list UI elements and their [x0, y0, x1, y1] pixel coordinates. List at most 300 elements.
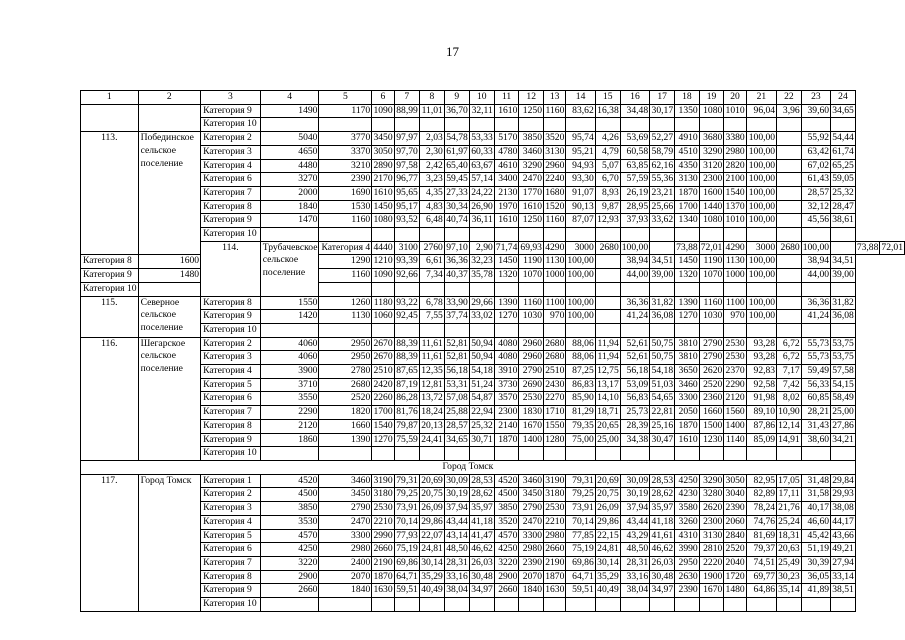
- value-cell: [801, 447, 830, 461]
- category-cell: Категория 7: [201, 556, 261, 570]
- table-row: [81, 310, 905, 324]
- value-cell: 4500: [260, 488, 319, 502]
- value-cell: 30,39: [801, 556, 830, 570]
- value-cell: 48,50: [620, 543, 649, 557]
- value-cell: [566, 282, 595, 296]
- value-cell: 6,70: [595, 173, 620, 187]
- value-cell: 14,91: [777, 433, 802, 447]
- value-cell: 11,94: [595, 351, 620, 365]
- value-cell: 2630: [675, 570, 700, 584]
- value-cell: 28,62: [469, 488, 494, 502]
- value-cell: 97,10: [444, 241, 469, 255]
- value-cell: 62,16: [650, 159, 675, 173]
- column-header: 18: [675, 91, 700, 105]
- value-cell: 2780: [319, 365, 372, 379]
- column-header: 2: [138, 91, 201, 105]
- value-cell: 1490: [260, 104, 319, 118]
- value-cell: [595, 296, 620, 310]
- value-cell: 36,05: [801, 570, 830, 584]
- value-cell: 2,90: [469, 241, 494, 255]
- value-cell: 45,56: [801, 214, 830, 228]
- value-cell: 36,70: [444, 104, 469, 118]
- value-cell: 79,31: [394, 474, 419, 488]
- value-cell: 3680: [699, 132, 724, 146]
- value-cell: 1030: [519, 310, 544, 324]
- value-cell: 4060: [260, 351, 319, 365]
- value-cell: 1080: [372, 214, 394, 228]
- value-cell: 3370: [319, 145, 372, 159]
- table-row: [81, 351, 905, 365]
- value-cell: 88,39: [394, 337, 419, 351]
- value-cell: 65,25: [831, 159, 856, 173]
- value-cell: 90,13: [566, 200, 595, 214]
- value-cell: 8,93: [595, 186, 620, 200]
- value-cell: 36,08: [650, 310, 675, 324]
- value-cell: 4570: [494, 529, 519, 543]
- value-cell: 35,14: [777, 584, 802, 598]
- value-cell: 44,00: [620, 269, 649, 283]
- value-cell: 31,82: [831, 296, 856, 310]
- category-cell: Категория 9: [201, 584, 261, 598]
- value-cell: 50,75: [650, 351, 675, 365]
- value-cell: 3400: [494, 173, 519, 187]
- value-cell: 30,09: [620, 474, 649, 488]
- value-cell: 79,35: [566, 419, 595, 433]
- value-cell: 4610: [494, 159, 519, 173]
- value-cell: 88,06: [566, 337, 595, 351]
- value-cell: 79,37: [746, 543, 776, 557]
- value-cell: 70,14: [566, 515, 595, 529]
- value-cell: 79,31: [566, 474, 595, 488]
- value-cell: [620, 228, 649, 242]
- value-cell: [543, 323, 565, 337]
- value-cell: 25,00: [831, 406, 856, 420]
- value-cell: 1010: [724, 104, 746, 118]
- value-cell: 1970: [494, 200, 519, 214]
- column-header: 8: [419, 91, 444, 105]
- value-cell: 93,39: [394, 255, 419, 269]
- value-cell: 1610: [494, 214, 519, 228]
- value-cell: 2790: [699, 351, 724, 365]
- value-cell: [595, 447, 620, 461]
- value-cell: [675, 598, 700, 612]
- value-cell: 28,47: [831, 200, 856, 214]
- value-cell: 12,14: [777, 419, 802, 433]
- value-cell: 1840: [319, 584, 372, 598]
- value-cell: 2690: [519, 378, 544, 392]
- value-cell: [543, 282, 565, 296]
- table-row: [81, 447, 905, 461]
- value-cell: [519, 228, 544, 242]
- table-row: [81, 186, 905, 200]
- value-cell: [419, 447, 444, 461]
- value-cell: 6,48: [419, 214, 444, 228]
- value-cell: 2980: [543, 529, 565, 543]
- value-cell: 100,00: [746, 200, 776, 214]
- table-row: [81, 337, 905, 351]
- value-cell: 31,82: [650, 296, 675, 310]
- value-cell: [595, 310, 620, 324]
- value-cell: 2960: [519, 337, 544, 351]
- category-cell: Категория 3: [201, 145, 261, 159]
- value-cell: [650, 241, 675, 255]
- value-cell: 4060: [260, 337, 319, 351]
- value-cell: 1070: [699, 269, 724, 283]
- value-cell: 7,34: [419, 269, 444, 283]
- column-header: 15: [595, 91, 620, 105]
- value-cell: [777, 269, 802, 283]
- column-header: 11: [494, 91, 519, 105]
- value-cell: 1820: [319, 406, 372, 420]
- value-cell: 100,00: [620, 241, 649, 255]
- value-cell: 3040: [724, 488, 746, 502]
- value-cell: 1770: [519, 186, 544, 200]
- value-cell: 36,36: [444, 255, 469, 269]
- table-row: [81, 598, 905, 612]
- value-cell: [675, 118, 700, 132]
- value-cell: 37,94: [620, 502, 649, 516]
- value-cell: [620, 323, 649, 337]
- category-cell: Категория 4: [201, 515, 261, 529]
- value-cell: [543, 598, 565, 612]
- value-cell: 24,81: [595, 543, 620, 557]
- value-cell: [469, 228, 494, 242]
- value-cell: 33,90: [444, 296, 469, 310]
- value-cell: 25,73: [620, 406, 649, 420]
- value-cell: 55,73: [801, 351, 830, 365]
- value-cell: 4,79: [595, 145, 620, 159]
- value-cell: 100,00: [746, 132, 776, 146]
- value-cell: 34,65: [831, 104, 856, 118]
- value-cell: 2960: [519, 351, 544, 365]
- category-cell: Категория 6: [201, 173, 261, 187]
- value-cell: 1560: [724, 406, 746, 420]
- value-cell: 2120: [724, 392, 746, 406]
- value-cell: 4310: [675, 529, 700, 543]
- value-cell: [746, 228, 776, 242]
- value-cell: [699, 282, 724, 296]
- value-cell: 39,00: [650, 269, 675, 283]
- value-cell: 56,18: [444, 365, 469, 379]
- value-cell: 92,58: [746, 378, 776, 392]
- value-cell: 2530: [724, 337, 746, 351]
- value-cell: 1840: [519, 584, 544, 598]
- table-row: [81, 200, 905, 214]
- value-cell: 46,62: [650, 543, 675, 557]
- table-row: [81, 433, 905, 447]
- table-row: [81, 228, 905, 242]
- table-row: [81, 502, 905, 516]
- value-cell: [595, 228, 620, 242]
- value-cell: 1710: [543, 406, 565, 420]
- value-cell: 30,34: [444, 200, 469, 214]
- settlement-name: Шегарское сельское поселение: [138, 337, 201, 460]
- value-cell: 93,52: [394, 214, 419, 228]
- value-cell: 49,21: [831, 543, 856, 557]
- value-cell: 4250: [494, 543, 519, 557]
- value-cell: 25,24: [777, 515, 802, 529]
- value-cell: 2790: [519, 502, 544, 516]
- value-cell: 34,38: [620, 433, 649, 447]
- value-cell: 28,57: [801, 186, 830, 200]
- value-cell: 26,19: [620, 186, 649, 200]
- value-cell: 1540: [724, 186, 746, 200]
- value-cell: 53,69: [620, 132, 649, 146]
- category-cell: Категория 7: [201, 406, 261, 420]
- value-cell: 34,51: [831, 255, 856, 269]
- value-cell: 4250: [675, 474, 700, 488]
- value-cell: 2680: [543, 351, 565, 365]
- value-cell: 2,42: [419, 159, 444, 173]
- value-cell: 28,31: [444, 556, 469, 570]
- category-cell: Категория 10: [201, 323, 261, 337]
- value-cell: 73,91: [566, 502, 595, 516]
- value-cell: 2660: [494, 584, 519, 598]
- value-cell: 3850: [519, 132, 544, 146]
- value-cell: 77,93: [394, 529, 419, 543]
- value-cell: 4510: [675, 145, 700, 159]
- value-cell: [831, 447, 856, 461]
- value-cell: 1160: [543, 214, 565, 228]
- value-cell: 1210: [372, 255, 394, 269]
- value-cell: [319, 447, 372, 461]
- value-cell: 34,97: [650, 584, 675, 598]
- value-cell: 20,65: [595, 419, 620, 433]
- value-cell: 25,16: [650, 419, 675, 433]
- value-cell: 2240: [543, 173, 565, 187]
- value-cell: 95,17: [394, 200, 419, 214]
- value-cell: [699, 323, 724, 337]
- value-cell: 2890: [372, 159, 394, 173]
- value-cell: 57,58: [831, 365, 856, 379]
- value-cell: 88,99: [394, 104, 419, 118]
- value-cell: 3270: [260, 173, 319, 187]
- value-cell: 2070: [319, 570, 372, 584]
- value-cell: 2360: [699, 392, 724, 406]
- column-header: 22: [777, 91, 802, 105]
- value-cell: [494, 323, 519, 337]
- value-cell: 2950: [675, 556, 700, 570]
- value-cell: 97,70: [394, 145, 419, 159]
- value-cell: 3530: [260, 515, 319, 529]
- value-cell: 2980: [319, 543, 372, 557]
- value-cell: 1480: [138, 269, 201, 283]
- value-cell: 25,32: [469, 419, 494, 433]
- value-cell: 1700: [675, 200, 700, 214]
- value-cell: [777, 200, 802, 214]
- settlement-number: 116.: [81, 337, 139, 460]
- value-cell: 11,61: [419, 351, 444, 365]
- value-cell: 2070: [519, 570, 544, 584]
- page-number: 17: [446, 44, 459, 59]
- value-cell: [831, 282, 856, 296]
- category-cell: Категория 5: [201, 378, 261, 392]
- value-cell: [444, 447, 469, 461]
- value-cell: 1670: [699, 584, 724, 598]
- value-cell: 18,31: [777, 529, 802, 543]
- value-cell: 87,86: [746, 419, 776, 433]
- value-cell: [724, 282, 746, 296]
- value-cell: 2530: [372, 502, 394, 516]
- value-cell: 1660: [319, 419, 372, 433]
- value-cell: 41,18: [650, 515, 675, 529]
- value-cell: 2470: [319, 515, 372, 529]
- value-cell: 2000: [260, 186, 319, 200]
- value-cell: [595, 323, 620, 337]
- value-cell: 3910: [494, 365, 519, 379]
- value-cell: 95,74: [566, 132, 595, 146]
- value-cell: 2990: [372, 529, 394, 543]
- value-cell: 63,42: [801, 145, 830, 159]
- value-cell: [620, 118, 649, 132]
- value-cell: [138, 282, 201, 296]
- value-cell: 1060: [372, 310, 394, 324]
- value-cell: 2950: [319, 351, 372, 365]
- value-cell: [777, 282, 802, 296]
- value-cell: 1600: [699, 186, 724, 200]
- value-cell: 34,51: [650, 255, 675, 269]
- value-cell: 36,08: [831, 310, 856, 324]
- value-cell: 38,08: [831, 502, 856, 516]
- value-cell: 52,27: [650, 132, 675, 146]
- value-cell: [777, 173, 802, 187]
- value-cell: 5170: [494, 132, 519, 146]
- value-cell: 100,00: [746, 255, 776, 269]
- value-cell: 33,02: [469, 310, 494, 324]
- column-header: 7: [394, 91, 419, 105]
- value-cell: 1260: [319, 296, 372, 310]
- table-row: [81, 365, 905, 379]
- value-cell: [746, 282, 776, 296]
- value-cell: 32,11: [469, 104, 494, 118]
- value-cell: 1670: [519, 419, 544, 433]
- value-cell: 33,62: [650, 214, 675, 228]
- value-cell: 3130: [699, 529, 724, 543]
- value-cell: 3300: [519, 529, 544, 543]
- category-cell: Категория 8: [81, 255, 139, 269]
- value-cell: 2950: [319, 337, 372, 351]
- column-header: 5: [319, 91, 372, 105]
- column-header: 9: [444, 91, 469, 105]
- value-cell: 2790: [319, 502, 372, 516]
- value-cell: 7,55: [419, 310, 444, 324]
- value-cell: 1160: [319, 269, 372, 283]
- value-cell: [699, 228, 724, 242]
- value-cell: 95,21: [566, 145, 595, 159]
- value-cell: 18,71: [595, 406, 620, 420]
- value-cell: 100,00: [746, 173, 776, 187]
- value-cell: [724, 323, 746, 337]
- value-cell: 26,03: [650, 556, 675, 570]
- category-cell: Категория 6: [201, 392, 261, 406]
- value-cell: 2680: [595, 241, 620, 255]
- value-cell: 30,17: [650, 104, 675, 118]
- value-cell: 2130: [494, 186, 519, 200]
- value-cell: 2170: [372, 173, 394, 187]
- value-cell: 1680: [543, 186, 565, 200]
- value-cell: 28,31: [620, 556, 649, 570]
- value-cell: 2760: [419, 241, 444, 255]
- value-cell: [494, 598, 519, 612]
- value-cell: 11,01: [419, 104, 444, 118]
- category-cell: Категория 10: [201, 118, 261, 132]
- value-cell: 1340: [675, 214, 700, 228]
- value-cell: [372, 598, 394, 612]
- value-cell: 59,05: [831, 173, 856, 187]
- value-cell: 1870: [675, 419, 700, 433]
- table-row: [81, 118, 905, 132]
- value-cell: 2210: [372, 515, 394, 529]
- value-cell: 38,04: [444, 584, 469, 598]
- value-cell: [260, 447, 319, 461]
- table-row: [81, 241, 905, 255]
- value-cell: 17,05: [777, 474, 802, 488]
- value-cell: 4440: [372, 241, 394, 255]
- value-cell: 25,49: [777, 556, 802, 570]
- value-cell: 43,44: [444, 515, 469, 529]
- value-cell: 1720: [724, 570, 746, 584]
- value-cell: [675, 323, 700, 337]
- value-cell: 9,87: [595, 200, 620, 214]
- value-cell: 38,61: [831, 214, 856, 228]
- value-cell: [699, 118, 724, 132]
- value-cell: 1100: [543, 296, 565, 310]
- value-cell: 1860: [260, 433, 319, 447]
- table-row: [81, 419, 905, 433]
- value-cell: 43,29: [620, 529, 649, 543]
- value-cell: [494, 447, 519, 461]
- value-cell: [831, 228, 856, 242]
- value-cell: 88,39: [394, 351, 419, 365]
- value-cell: 2470: [519, 173, 544, 187]
- value-cell: 4650: [260, 145, 319, 159]
- value-cell: 1270: [675, 310, 700, 324]
- value-cell: 4480: [260, 159, 319, 173]
- category-cell: Категория 10: [81, 282, 139, 296]
- value-cell: 4520: [260, 474, 319, 488]
- value-cell: 1870: [494, 433, 519, 447]
- value-cell: 79,25: [394, 488, 419, 502]
- value-cell: 38,94: [620, 255, 649, 269]
- value-cell: 53,75: [831, 351, 856, 365]
- value-cell: 6,72: [777, 351, 802, 365]
- value-cell: 2370: [724, 365, 746, 379]
- value-cell: 61,43: [801, 173, 830, 187]
- value-cell: 2040: [724, 556, 746, 570]
- value-cell: 3290: [519, 159, 544, 173]
- value-cell: 4,83: [419, 200, 444, 214]
- value-cell: 30,47: [650, 433, 675, 447]
- value-cell: 70,14: [394, 515, 419, 529]
- value-cell: 2670: [372, 351, 394, 365]
- value-cell: 3190: [543, 474, 565, 488]
- value-cell: 41,24: [801, 310, 830, 324]
- value-cell: [777, 255, 802, 269]
- value-cell: 2470: [519, 515, 544, 529]
- value-cell: 87,65: [394, 365, 419, 379]
- value-cell: 52,61: [620, 337, 649, 351]
- value-cell: [519, 323, 544, 337]
- value-cell: 87,25: [566, 365, 595, 379]
- value-cell: 69,86: [394, 556, 419, 570]
- table-row: [81, 104, 905, 118]
- value-cell: 27,94: [831, 556, 856, 570]
- value-cell: 2900: [494, 570, 519, 584]
- value-cell: 26,09: [595, 502, 620, 516]
- value-cell: 4230: [675, 488, 700, 502]
- category-cell: Категория 2: [201, 488, 261, 502]
- value-cell: 3900: [260, 365, 319, 379]
